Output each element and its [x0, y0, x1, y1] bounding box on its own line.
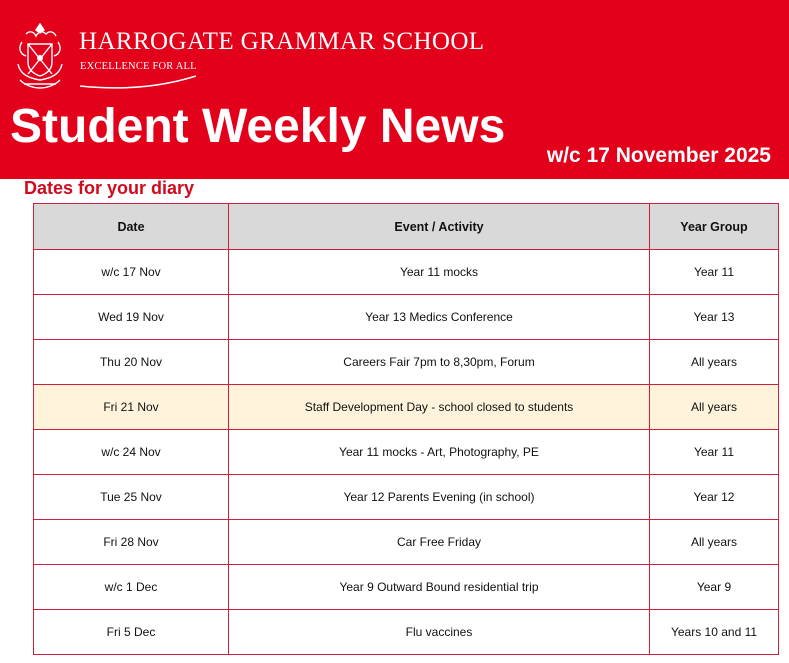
row-year-group: All years: [650, 340, 779, 385]
row-date: Thu 20 Nov: [34, 340, 229, 385]
row-event: Car Free Friday: [229, 520, 650, 565]
table-row: [34, 610, 779, 655]
row-year-group: Year 12: [650, 475, 779, 520]
row-date: w/c 1 Dec: [34, 565, 229, 610]
row-date: w/c 24 Nov: [34, 430, 229, 475]
row-year-group: All years: [650, 385, 779, 430]
row-event: Year 12 Parents Evening (in school): [229, 475, 650, 520]
section-heading: Dates for your diary: [24, 178, 195, 198]
table-row-highlighted: [34, 385, 779, 430]
header-banner: [0, 0, 789, 179]
row-event: Year 11 mocks - Art, Photography, PE: [229, 430, 650, 475]
diary-table: [33, 203, 779, 655]
table-row: [34, 475, 779, 520]
page-title: Student Weekly News: [10, 100, 506, 153]
row-year-group: Year 13: [650, 295, 779, 340]
row-event: Careers Fair 7pm to 8,30pm, Forum: [229, 340, 650, 385]
week-commencing: w/c 17 November 2025: [546, 144, 771, 167]
table-row: [34, 520, 779, 565]
row-event: Staff Development Day - school closed to students: [229, 385, 650, 430]
row-year-group: Years 10 and 11: [650, 610, 779, 655]
row-event: Year 9 Outward Bound residential trip: [229, 565, 650, 610]
row-year-group: Year 11: [650, 430, 779, 475]
row-event: Flu vaccines: [229, 610, 650, 655]
row-event: Year 11 mocks: [229, 250, 650, 295]
column-header-date: Date: [34, 204, 229, 250]
row-date: Wed 19 Nov: [34, 295, 229, 340]
table-row: [34, 565, 779, 610]
row-date: Fri 21 Nov: [34, 385, 229, 430]
table-row: [34, 340, 779, 385]
row-year-group: Year 11: [650, 250, 779, 295]
table-row: [34, 250, 779, 295]
table-row: [34, 295, 779, 340]
row-date: Tue 25 Nov: [34, 475, 229, 520]
column-header-year-group: Year Group: [650, 204, 779, 250]
school-crest-icon: [12, 20, 68, 94]
table-row: [34, 430, 779, 475]
column-header-event: Event / Activity: [229, 204, 650, 250]
school-motto: EXCELLENCE FOR ALL: [80, 61, 197, 72]
row-date: w/c 17 Nov: [34, 250, 229, 295]
swoosh-decoration-icon: [78, 74, 198, 90]
row-year-group: All years: [650, 520, 779, 565]
row-year-group: Year 9: [650, 565, 779, 610]
table-header-row: [34, 204, 779, 250]
row-date: Fri 5 Dec: [34, 610, 229, 655]
row-date: Fri 28 Nov: [34, 520, 229, 565]
row-event: Year 13 Medics Conference: [229, 295, 650, 340]
school-name: HARROGATE GRAMMAR SCHOOL: [79, 28, 485, 55]
